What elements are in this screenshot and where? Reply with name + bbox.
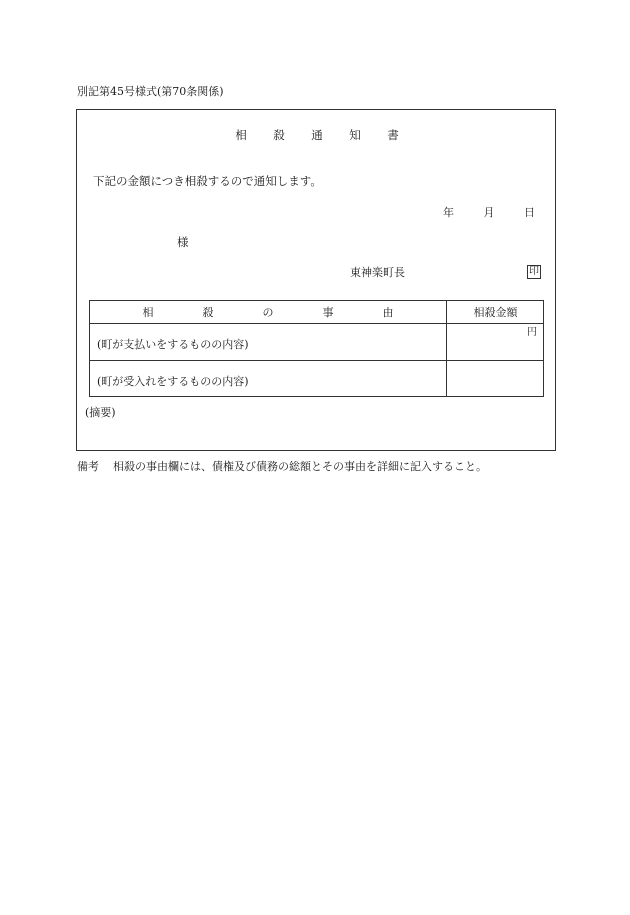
column-divider — [446, 361, 447, 397]
reason-column-header — [90, 307, 446, 318]
table-row — [90, 361, 543, 397]
offset-reason-table — [89, 300, 544, 397]
form-number-heading: 別記第45号様式(第70条関係) — [77, 85, 224, 98]
notice-form-frame — [76, 109, 556, 451]
header-char: 由 — [382, 306, 394, 319]
title-char: 殺 — [273, 128, 285, 142]
column-divider — [446, 324, 447, 360]
remarks-label: 備考 — [77, 460, 99, 473]
amount-column-header: 相殺金額 — [473, 306, 518, 319]
header-char: 相 — [142, 306, 154, 319]
date-year-label: 年 — [443, 206, 454, 219]
remarks-note — [77, 461, 487, 472]
header-char: の — [262, 306, 274, 319]
table-header-row — [90, 301, 543, 324]
title-char: 知 — [349, 128, 361, 142]
document-title — [77, 130, 557, 142]
title-char: 書 — [387, 128, 399, 142]
date-field — [443, 207, 535, 218]
date-day-label: 日 — [524, 206, 535, 219]
remarks-text: 相殺の事由欄には、債権及び債務の総額とその事由を詳細に記入すること。 — [113, 460, 487, 473]
title-char: 相 — [235, 128, 247, 142]
summary-label: (摘要) — [85, 406, 116, 419]
currency-unit: 円 — [527, 327, 537, 338]
header-char: 事 — [322, 306, 334, 319]
town-receipt-label: (町が受入れをするものの内容) — [97, 375, 249, 388]
addressee-suffix: 様 — [177, 235, 189, 249]
title-char: 通 — [311, 128, 323, 142]
header-char: 殺 — [202, 306, 214, 319]
date-month-label: 月 — [483, 206, 495, 219]
intro-statement: 下記の金額につき相殺するので通知します。 — [93, 174, 322, 188]
seal-stamp-mark: 印 — [529, 266, 539, 277]
table-row — [90, 324, 543, 361]
issuer-name: 東神楽町長 — [350, 266, 405, 279]
town-payment-label: (町が支払いをするものの内容) — [97, 338, 249, 351]
